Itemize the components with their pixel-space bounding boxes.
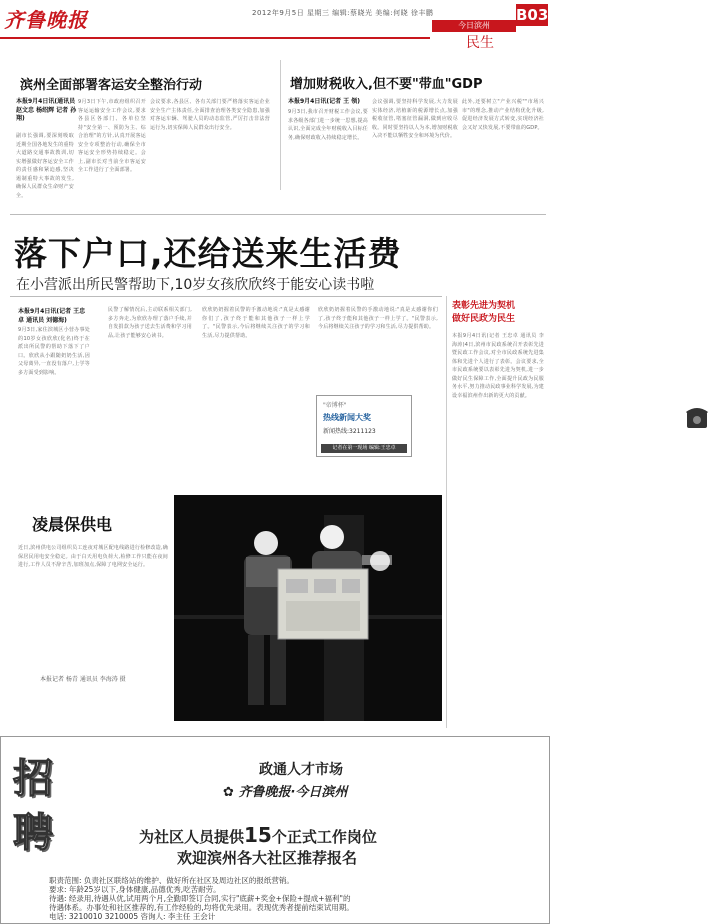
ad-headline-1-pre: 为社区人员提供	[139, 828, 245, 846]
story-right-body-a: 9月3日,我市召开财税工作会议,要求各级各部门进一步统一思想,提高认识,全面完成全年财税收入目标任务,确保财政收入持续稳定增长。	[288, 109, 368, 141]
hotline-number: 新闻热线:3211123	[323, 428, 376, 435]
story-left-headline: 滨州全面部署客运安全整治行动	[20, 78, 203, 93]
ad-char-pin: 聘	[13, 810, 53, 856]
lead-divider	[10, 296, 442, 297]
story-right-body-c: 此外,还要树立"产业兴税""市场兴市"的理念,推动产业结构优化升级,促进经济发展方式转变,实现经济社会又好又快发展,不要带血的GDP。	[462, 99, 544, 131]
hotline-award-name: "帝博杯"	[323, 402, 347, 409]
hotline-footer: 记者在第一现场 编辑:王忠卓	[321, 444, 407, 453]
ad-headline-1-num: 15	[244, 823, 272, 847]
ad-headline-2: 欢迎滨州各大社区推荐报名	[177, 849, 358, 867]
section-divider	[10, 214, 546, 215]
ad-detail-duties: 职责范围: 负责社区联络站的维护、做好所在社区及周边社区的报纸营销。	[49, 876, 294, 885]
edition-badge: 今日滨州	[432, 20, 516, 32]
recruitment-ad	[0, 736, 550, 924]
photo-body: 近日,滨州供电公司组织员工连夜对城区配电线路进行检修改造,确保居民用电安全稳定。由于白天用电负荷大,检修工作只能在夜间进行,工作人员不辞辛苦,加班加点,保障了电网安全运行。	[18, 545, 168, 568]
header-rule	[0, 37, 430, 39]
ad-detail-contact: 电话: 3210010 3210005 咨询人: 李主任 王会计	[49, 912, 216, 921]
sidebar-divider	[446, 296, 447, 728]
story-left-dateline: 本报9月4日讯(通讯员 赵文忠 杨绍辉 记者 孙 翔)	[16, 98, 77, 122]
photo-credit: 本报记者 杨青 通讯员 李海涛 摄	[40, 676, 126, 683]
story-left-body-c: 会议要求,各县区、各有关部门要严格落实客运企业安全生产主体责任,全面排查治理各类安全隐患,加强对客运车辆、驾驶人员的动态监管,严厉打击非法营运行为,切实保障人民群众出行安全。	[150, 99, 270, 131]
lead-body-c: 欣欣奶奶握着民警的手激动地说:"真是太感谢你们了,孩子终于能和其他孩子一样上学了。"民警表示,今后将继续关注孩子的学习和生活,尽力提供帮助。	[202, 307, 310, 339]
story-right-body-b: 会议强调,要坚持科学发展,大力发展实体经济,培植新的税源增长点,加强税收征管,堵塞征管漏洞,做到应收尽收。同时要坚持以人为本,增加财税收入决不能以牺牲安全和环境为代价。	[372, 99, 458, 139]
news-photo	[174, 495, 442, 721]
sidebar-body: 本报9月4日讯(记者 王忠卓 通讯员 李海涛)4日,滨州市民政系统召开表彰先进暨民政工作会议,对全市民政系统先进集体和先进个人进行了表彰。会议要求,全市民政系统要以表彰先进为契机,进一步做好民生保障工作,全面提升民政为民服务水平,努力推动民政事业科学发展,为建设幸福滨州作出新的更大的贡献。	[452, 333, 544, 399]
sidebar-headline-1: 表彰先进为契机	[452, 301, 516, 311]
lead-subhead: 在小营派出所民警帮助下,10岁女孩欣欣终于能安心读书啦	[16, 277, 375, 293]
sidebar-headline	[452, 300, 515, 326]
ad-brand	[223, 781, 347, 800]
page-number: B03	[516, 6, 549, 24]
ad-detail-requirements: 要求: 年龄25岁以下,身体健康,品德优秀,吃苦耐劳。	[49, 885, 221, 894]
date-line: 2012年9月5日 星期三 编辑:蔡晓光 美编:何晓 徐丰鹏	[252, 9, 434, 17]
lead-headline: 落下户口,还给送来生活费	[14, 234, 402, 273]
news-hotline-box	[316, 395, 412, 457]
section-title: 民生	[466, 35, 494, 51]
sidebar-headline-2: 做好民政为民生	[452, 314, 516, 324]
ad-headline-1	[139, 823, 377, 847]
power-workers-photo	[174, 495, 442, 721]
ad-detail-benefits-2: 待遇体系。办事处和社区推荐的,有工作经验的,均将优先录用。表现优秀者提前结束试用期。	[49, 903, 354, 912]
ad-char-zhao: 招	[13, 756, 53, 802]
ad-detail-benefits: 待遇: 经录用,待遇从优,试用两个月,全勤即签订合同,实行"底薪+奖金+保险+提成+福利"的	[49, 894, 351, 903]
ad-market-name: 政通人才市场	[259, 762, 343, 778]
story-right-dateline: 本报9月4日讯(记者 王 领)	[288, 98, 361, 105]
story-left-body-b: 副市长强调,要深刻吸取近期全国各地发生的重特大道路交通事故教训,切实增强做好客运安全工作的责任感和紧迫感,坚决遏制重特大事故的发生,确保人民群众生命财产安全。	[16, 133, 74, 199]
hotline-title: 热线新闻大奖	[323, 413, 371, 422]
story-left-body-a: 9月3日下午,市政府组织召开客运运输安全工作会议,要求各县区各部门、各单位坚持"安全第一、预防为主、综合治理"的方针,认真开展客运安全专项整治行动,确保全市客运安全形势持续稳定。会上,副市长对当前全市客运安全工作进行了全面部署。	[78, 99, 146, 173]
ad-headline-1-post: 个正式工作岗位	[271, 828, 377, 846]
lead-dateline: 本报9月4日讯(记者 王忠卓 通讯员 刘德海)	[18, 308, 86, 324]
telephone-icon	[685, 404, 709, 430]
rose-icon: ✿	[223, 785, 234, 800]
story-right-headline: 增加财税收入,但不要"带血"GDP	[290, 77, 483, 92]
column-divider	[280, 60, 281, 190]
ad-brand-text: 齐鲁晚报·今日滨州	[238, 785, 348, 800]
lead-body-d: 欣欣奶奶握着民警的手激动地说:"真是太感谢你们了,孩子终于能和其他孩子一样上学了。"民警表示,今后将继续关注孩子的学习和生活,尽力提供帮助。	[318, 307, 438, 330]
lead-body-b: 民警了解情况后,主动联系相关部门,多方奔走,为欣欣办理了落户手续,并自发捐款为孩子送去生活费和学习用品,让孩子能够安心读书。	[108, 307, 192, 339]
lead-body-a: 9月3日,家住滨城区小营办事处的10岁女孩欣欣(化名)终于在派出所民警的帮助下落下了户口。欣欣从小跟随奶奶生活,因父母离异,一直没有落户,上学等多方面受到影响。	[18, 327, 90, 376]
masthead-logo: 齐鲁晚报	[4, 8, 88, 32]
photo-caption: 凌晨保供电	[32, 515, 113, 534]
